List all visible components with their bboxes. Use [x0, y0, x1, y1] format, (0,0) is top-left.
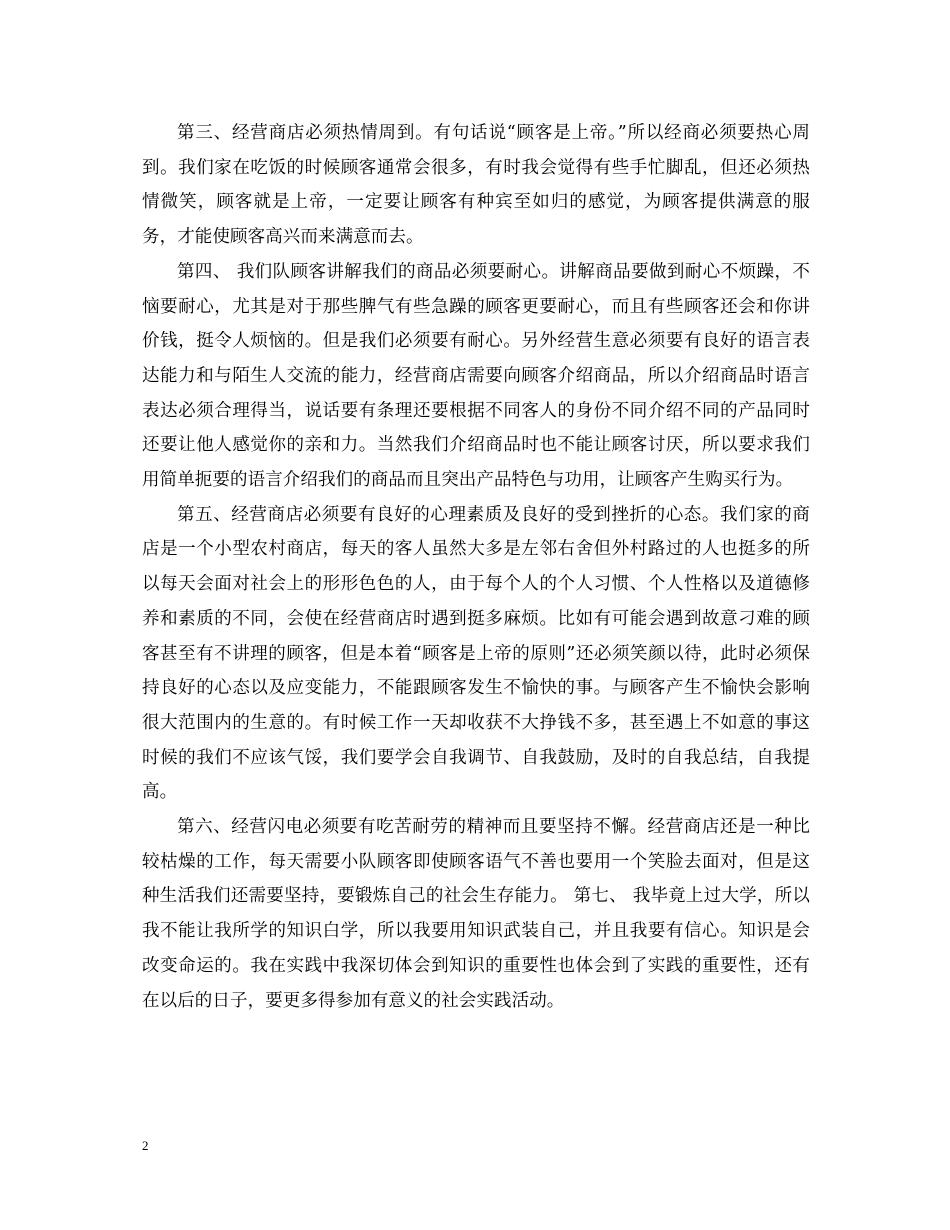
paragraph-sixth-seventh-point: 第六、经营闪电必须要有吃苦耐劳的精神而且要坚持不懈。经营商店还是一种比较枯燥的工作，每天需要小队顾客即使顾客语气不善也要用一个笑脸去面对，但是这种生活我们还需要坚持，要锻炼自己的社会生存能力。 第七、 我毕竟上过大学，所以我不能让我所学的知识白学，所以我要用知识武装自己，并且我要有信心。知识是会改变命运的。我在实践中我深切体会到知识的重要性也体会到了实践的重要性，还有在以后的日子，要更多得参加有意义的社会实践活动。: [142, 817, 810, 1011]
page-number: 2: [142, 1138, 149, 1153]
paragraph-fourth-point: 第四、 我们队顾客讲解我们的商品必须要耐心。讲解商品要做到耐心不烦躁，不恼要耐心，尤其是对于那些脾气有些急躁的顾客更要耐心，而且有些顾客还会和你讲价钱，挺令人烦恼的。但是我们必须要有耐心。另外经营生意必须要有良好的语言表达能力和与陌生人交流的能力，经营商店需要向顾客介绍商品，所以介绍商品时语言表达必须合理得当，说话要有条理还要根据不同客人的身份不同介绍不同的产品同时还要让他人感觉你的亲和力。当然我们介绍商品时也不能让顾客讨厌，所以要求我们用简单扼要的语言介绍我们的商品而且突出产品特色与功用，让顾客产生购买行为。: [142, 261, 810, 491]
document-body: [142, 116, 810, 1018]
paragraph-fifth-point: 第五、经营商店必须要有良好的心理素质及良好的受到挫折的心态。我们家的商店是一个小型农村商店，每天的客人虽然大多是左邻右舍但外村路过的人也挺多的所以每天会面对社会上的形形色色的人，由于每个人的个人习惯、个人性格以及道德修养和素质的不同，会使在经营商店时遇到挺多麻烦。比如有可能会遇到故意刁难的顾客甚至有不讲理的顾客，但是本着“顾客是上帝的原则”还必须笑颜以待，此时必须保持良好的心态以及应变能力，不能跟顾客发生不愉快的事。与顾客产生不愉快会影响很大范围内的生意的。有时候工作一天却收获不大挣钱不多，甚至遇上不如意的事这时候的我们不应该气馁，我们要学会自我调节、自我鼓励，及时的自我总结，自我提高。: [142, 504, 810, 803]
paragraph-third-point: 第三、经营商店必须热情周到。有句话说“顾客是上帝。”所以经商必须要热心周到。我们家在吃饭的时候顾客通常会很多，有时我会觉得有些手忙脚乱，但还必须热情微笑，顾客就是上帝，一定要让顾客有种宾至如归的感觉，为顾客提供满意的服务，才能使顾客高兴而来满意而去。: [142, 123, 810, 248]
